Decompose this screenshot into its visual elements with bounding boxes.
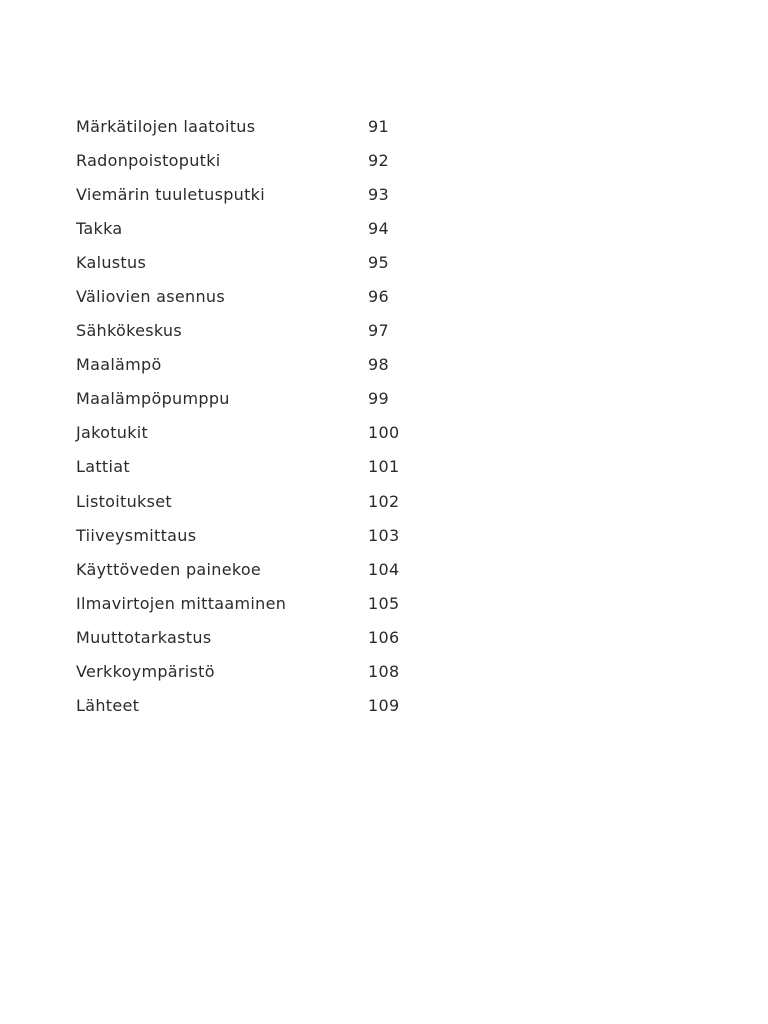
toc-entry-title: Lattiat <box>76 457 130 477</box>
toc-entry-page: 97 <box>368 321 389 341</box>
toc-entry-title: Maalämpö <box>76 355 162 375</box>
toc-entry-title: Maalämpöpumppu <box>76 389 230 409</box>
toc-entry-title: Lähteet <box>76 696 140 716</box>
toc-entry-page: 96 <box>368 287 389 307</box>
toc-entry-title: Jakotukit <box>76 423 149 443</box>
toc-entry-page: 100 <box>368 423 400 443</box>
toc-entry[interactable] <box>76 416 416 450</box>
toc-entry-title: Sähkökeskus <box>76 321 183 341</box>
toc-entry-page: 104 <box>368 559 400 579</box>
toc-entry-page: 108 <box>368 662 400 682</box>
toc-entry-title: Kalustus <box>76 252 147 272</box>
toc-entry-title: Käyttöveden painekoe <box>76 559 262 579</box>
toc-entry[interactable] <box>76 177 416 211</box>
toc-entry-page: 102 <box>368 491 400 511</box>
toc-entry[interactable] <box>76 211 416 245</box>
toc-entry-page: 91 <box>368 116 389 136</box>
toc-entry-title: Märkätilojen laatoitus <box>76 116 256 136</box>
toc-entry-page: 92 <box>368 150 389 170</box>
toc-entry[interactable] <box>76 689 416 723</box>
toc-entry-page: 103 <box>368 525 400 545</box>
toc-entry-title: Listoitukset <box>76 491 172 511</box>
toc-entry[interactable] <box>76 484 416 518</box>
toc-entry[interactable] <box>76 450 416 484</box>
toc-entry-page: 99 <box>368 389 389 409</box>
toc-entry-page: 95 <box>368 252 389 272</box>
toc-entry[interactable] <box>76 655 416 689</box>
toc-entry-page: 93 <box>368 184 389 204</box>
toc-entry-title: Takka <box>76 218 123 238</box>
toc-entry-page: 101 <box>368 457 400 477</box>
toc-entry-title: Radonpoistoputki <box>76 150 221 170</box>
toc-entry[interactable] <box>76 552 416 586</box>
toc-entry-title: Muuttotarkastus <box>76 627 212 647</box>
toc-entry[interactable] <box>76 279 416 313</box>
toc-entry-title: Verkkoympäristö <box>76 662 215 682</box>
toc-entry-page: 106 <box>368 627 400 647</box>
table-of-contents <box>76 109 416 723</box>
toc-entry[interactable] <box>76 348 416 382</box>
toc-entry-title: Väliovien asennus <box>76 287 226 307</box>
toc-entry[interactable] <box>76 245 416 279</box>
toc-entry[interactable] <box>76 586 416 620</box>
toc-entry-page: 94 <box>368 218 389 238</box>
toc-entry-title: Viemärin tuuletusputki <box>76 184 265 204</box>
toc-entry-page: 105 <box>368 593 400 613</box>
toc-entry-page: 98 <box>368 355 389 375</box>
toc-entry-title: Tiiveysmittaus <box>76 525 197 545</box>
toc-entry[interactable] <box>76 518 416 552</box>
toc-entry[interactable] <box>76 109 416 143</box>
toc-entry-page: 109 <box>368 696 400 716</box>
toc-entry[interactable] <box>76 620 416 654</box>
toc-entry[interactable] <box>76 314 416 348</box>
toc-entry-title: Ilmavirtojen mittaaminen <box>76 593 287 613</box>
toc-entry[interactable] <box>76 143 416 177</box>
toc-entry[interactable] <box>76 382 416 416</box>
